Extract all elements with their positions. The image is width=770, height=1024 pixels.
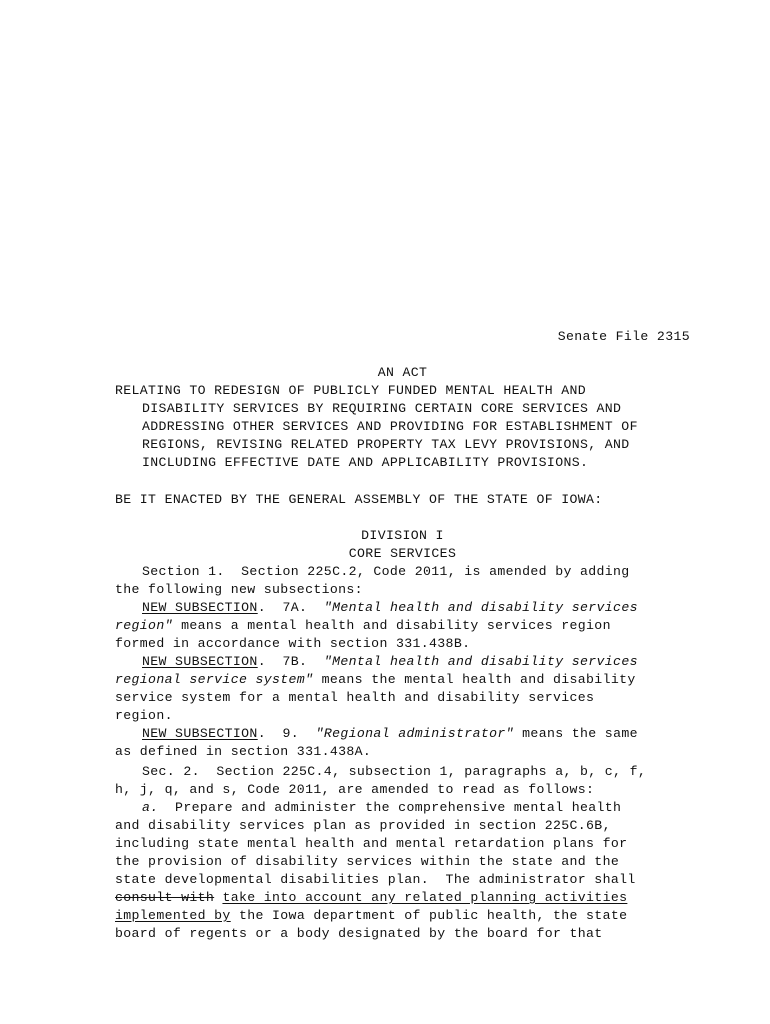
relating-line-4: REGIONS, REVISING RELATED PROPERTY TAX LEVY PROVISIONS, AND [142,437,630,452]
paragraph-a-line-5: state developmental disabilities plan. The administrator shall [115,872,636,887]
new-subsection-7b: NEW SUBSECTION. 7B. "Mental health and disability services [142,654,638,669]
new-subsection-9: NEW SUBSECTION. 9. "Regional administrator" means the same [142,726,638,741]
new-subsection-label: NEW SUBSECTION [142,600,258,615]
defined-term: "Mental health and disability services [323,600,638,615]
relating-line-2: DISABILITY SERVICES BY REQUIRING CERTAIN CORE SERVICES AND [142,401,622,416]
division-number: DIVISION I [361,528,444,543]
new-subsection-7a-line-3: formed in accordance with section 331.438B. [115,636,471,651]
inserted-text: take into account any related planning activities [222,890,628,905]
section-2-line-2: h, j, q, and s, Code 2011, are amended to read as follows: [115,782,595,797]
defined-term: region" [115,618,173,633]
defined-term: regional service system" [115,672,314,687]
relating-line-5: INCLUDING EFFECTIVE DATE AND APPLICABILITY PROVISIONS. [142,455,589,470]
paragraph-a-line-4: the provision of disability services within the state and the [115,854,620,869]
paragraph-a-line-3: including state mental health and mental retardation plans for [115,836,628,851]
new-subsection-label: NEW SUBSECTION [142,654,258,669]
paragraph-a-line-8: board of regents or a body designated by the board for that [115,926,603,941]
defined-term: "Mental health and disability services [323,654,638,669]
relating-line-3: ADDRESSING OTHER SERVICES AND PROVIDING FOR ESTABLISHMENT OF [142,419,638,434]
new-subsection-label: NEW SUBSECTION [142,726,258,741]
paragraph-a-line-2: and disability services plan as provided in section 225C.6B, [115,818,611,833]
new-subsection-7a: NEW SUBSECTION. 7A. "Mental health and disability services [142,600,638,615]
section-1-line-1: Section 1. Section 225C.2, Code 2011, is amended by adding [142,564,630,579]
new-subsection-7b-line-2: regional service system" means the mental health and disability [115,672,636,687]
inserted-text: implemented by [115,908,231,923]
paragraph-a-line-1: a. Prepare and administer the comprehensive mental health [142,800,622,815]
division-title: CORE SERVICES [348,546,457,561]
section-1-line-2: the following new subsections: [115,582,363,597]
paragraph-a-line-7: implemented by the Iowa department of public health, the state [115,908,628,923]
new-subsection-7b-line-4: region. [115,708,173,723]
relating-line-1: RELATING TO REDESIGN OF PUBLICLY FUNDED MENTAL HEALTH AND [115,383,587,398]
enacting-clause: BE IT ENACTED BY THE GENERAL ASSEMBLY OF THE STATE OF IOWA: [115,492,603,507]
paragraph-label: a. [142,800,159,815]
new-subsection-9-line-2: as defined in section 331.438A. [115,744,372,759]
new-subsection-7a-line-2: region" means a mental health and disability services region [115,618,611,633]
act-title: AN ACT [377,365,428,380]
new-subsection-7b-line-3: service system for a mental health and disability services [115,690,595,705]
section-2-line-1: Sec. 2. Section 225C.4, subsection 1, paragraphs a, b, c, f, [142,764,647,779]
struck-text: consult with [115,890,215,905]
paragraph-a-line-6 [115,889,627,907]
defined-term: "Regional administrator" [315,726,514,741]
file-number: Senate File 2315 [557,329,690,344]
